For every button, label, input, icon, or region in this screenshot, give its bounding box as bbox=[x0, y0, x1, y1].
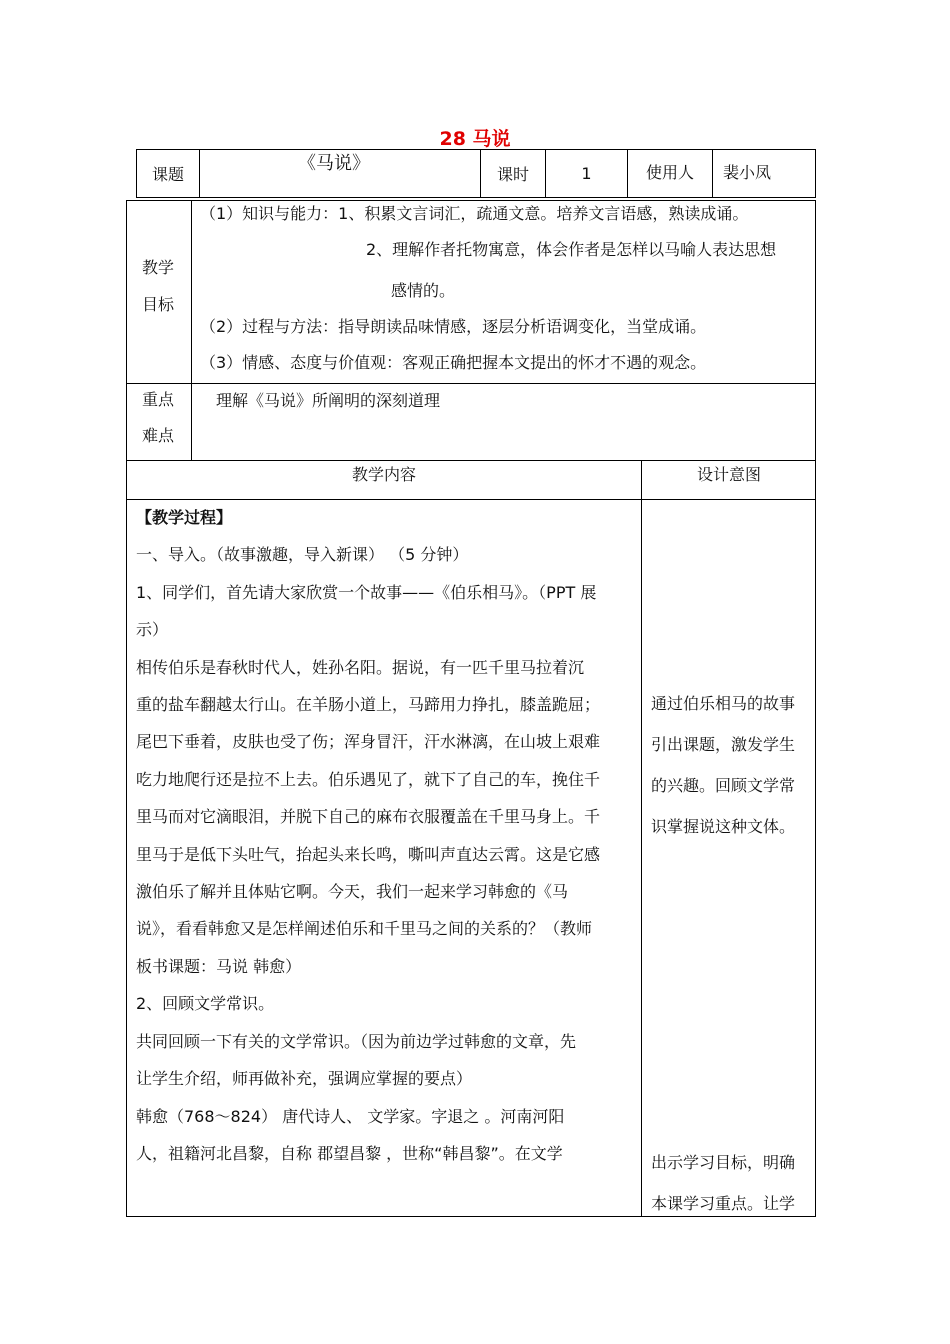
objective-line: 2、理解作者托物寓意，体会作者是怎样以马喻人表达思想 bbox=[366, 240, 777, 259]
process-line: 相传伯乐是春秋时代人，姓孙名阳。据说，有一匹千里马拉着沉 bbox=[136, 657, 585, 677]
process-line: 共同回顾一下有关的文学常识。（因为前边学过韩愈的文章，先 bbox=[136, 1031, 577, 1051]
hours-value: 1 bbox=[546, 150, 628, 198]
objective-line: 感情的。 bbox=[391, 281, 456, 300]
hours-label: 课时 bbox=[481, 150, 546, 198]
header-table bbox=[136, 149, 816, 198]
key-points-divider bbox=[191, 383, 192, 461]
topic-label: 课题 bbox=[137, 150, 200, 198]
design-note-line: 的兴趣。回顾文学常 bbox=[651, 776, 796, 795]
objectives-label-2: 目标 bbox=[141, 295, 174, 314]
process-line: 1、同学们，首先请大家欣赏一个故事——《伯乐相马》。（PPT 展 bbox=[136, 582, 597, 602]
key-points-label-2: 难点 bbox=[141, 426, 174, 445]
process-line: 一、导入。（故事激趣，导入新课） （5 分钟） bbox=[136, 545, 469, 565]
process-line: 重的盐车翻越太行山。在羊肠小道上，马蹄用力挣扎，膝盖跪屈； bbox=[136, 695, 601, 715]
process-line: 让学生介绍，师再做补充，强调应掌握的要点） bbox=[136, 1069, 473, 1089]
design-notes-2 bbox=[651, 1142, 811, 1224]
content-divider bbox=[641, 460, 642, 1217]
process-line: 说》，看看韩愈又是怎样阐述伯乐和千里马之间的关系的？（教师 bbox=[136, 919, 593, 939]
objectives-label-1: 教学 bbox=[141, 258, 174, 277]
design-note-line: 识掌握说这种文体。 bbox=[651, 817, 796, 836]
objective-line: （1）知识与能力：1、积累文言词汇，疏通文意。培养文言语感，熟读成诵。 bbox=[200, 204, 749, 223]
process-line: 韩愈（768～824） 唐代诗人、 文学家。字退之 。河南河阳 bbox=[136, 1106, 565, 1126]
design-note-line: 本课学习重点。让学 bbox=[651, 1194, 796, 1213]
key-points-text: 理解《马说》所阐明的深刻道理 bbox=[216, 391, 441, 410]
design-note-line: 出示学习目标，明确 bbox=[651, 1153, 796, 1172]
objectives-divider bbox=[191, 200, 192, 384]
key-points-label-1: 重点 bbox=[141, 390, 174, 409]
teaching-process bbox=[136, 499, 636, 1172]
design-note-line: 通过伯乐相马的故事 bbox=[651, 694, 796, 713]
process-line: 示） bbox=[136, 620, 169, 640]
process-line: 尾巴下垂着，皮肤也受了伤；浑身冒汗，汗水淋漓，在山坡上艰难 bbox=[136, 732, 601, 752]
topic-cell bbox=[200, 150, 481, 198]
user-label: 使用人 bbox=[628, 150, 713, 198]
user-value: 裴小凤 bbox=[713, 150, 816, 198]
process-line: 【教学过程】 bbox=[136, 508, 233, 527]
process-line: 激伯乐了解并且体贴它啊。今天，我们一起来学习韩愈的《马 bbox=[136, 882, 569, 902]
content-header: 教学内容 bbox=[352, 465, 417, 484]
process-line: 里马而对它滴眼泪，并脱下自己的麻布衣服覆盖在千里马身上。千 bbox=[136, 807, 601, 827]
design-header: 设计意图 bbox=[697, 465, 762, 484]
design-notes-1 bbox=[651, 683, 811, 847]
topic-value: 《马说》 bbox=[298, 152, 370, 174]
process-line: 人，祖籍河北昌黎，自称 郡望昌黎 ，世称“韩昌黎”。在文学 bbox=[136, 1143, 563, 1163]
process-line: 里马于是低下头吐气，抬起头来长鸣，嘶叫声直达云霄。这是它感 bbox=[136, 844, 601, 864]
process-line: 板书课题：马说 韩愈） bbox=[136, 956, 302, 976]
objective-line: （3）情感、态度与价值观：客观正确把握本文提出的怀才不遇的观念。 bbox=[200, 353, 707, 372]
process-line: 吃力地爬行还是拉不上去。伯乐遇见了，就下了自己的车，挽住千 bbox=[136, 769, 601, 789]
objective-line: （2）过程与方法：指导朗读品味情感，逐层分析语调变化，当堂成诵。 bbox=[200, 317, 707, 336]
design-note-line: 引出课题，激发学生 bbox=[651, 735, 796, 754]
process-line: 2、回顾文学常识。 bbox=[136, 994, 275, 1014]
document-title: 28 马说 bbox=[439, 128, 511, 150]
